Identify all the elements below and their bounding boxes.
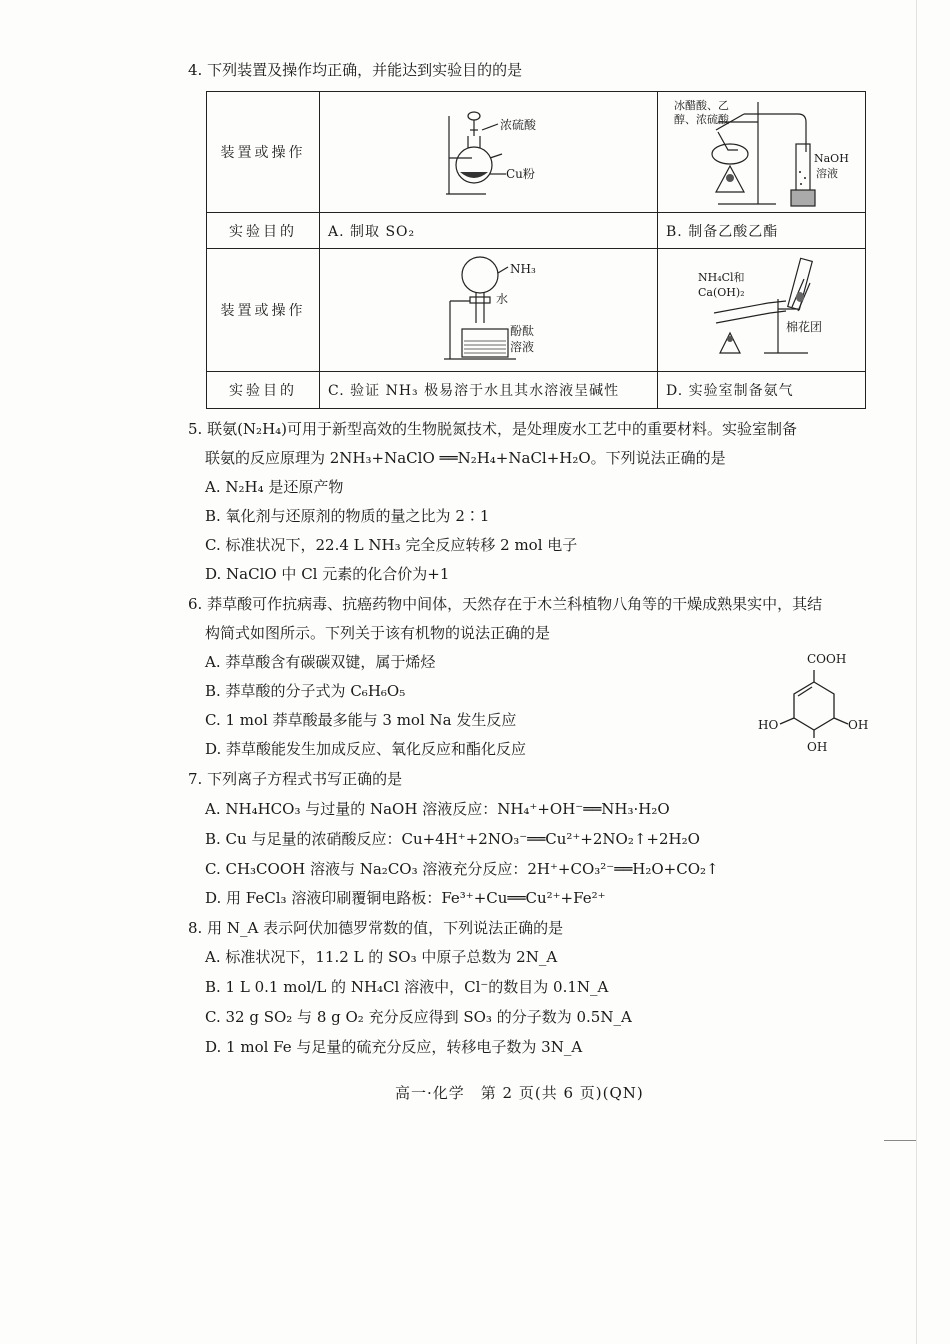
- row-label-apparatus-1: 装置或操作: [207, 92, 320, 213]
- q7-option-b: B. Cu 与足量的浓硝酸反应：Cu+4H⁺+2NO₃⁻══Cu²⁺+2NO₂↑+2H₂O: [205, 830, 700, 848]
- label-phenol-1: 酚酞: [510, 324, 535, 339]
- label-cotton: 棉花团: [786, 320, 823, 335]
- purpose-c: C. 验证 NH₃ 极易溶于水且其水溶液呈碱性: [320, 371, 658, 408]
- sulfuric-acid-flask-diagram: [320, 92, 657, 213]
- label-d-reagent-1: NH₄Cl和: [698, 271, 745, 285]
- label-phenol-2: 溶液: [510, 340, 535, 355]
- q8-option-b: B. 1 L 0.1 mol/L 的 NH₄Cl 溶液中，Cl⁻的数目为 0.1N_A: [205, 978, 609, 996]
- q8-option-d: D. 1 mol Fe 与足量的硫充分反应，转移电子数为 3N_A: [205, 1038, 583, 1056]
- ammonia-preparation-diagram: [658, 249, 867, 371]
- purpose-b: B. 制备乙酸乙酯: [658, 213, 866, 249]
- apparatus-a: [320, 92, 658, 213]
- q7-option-c: C. CH₃COOH 溶液与 Na₂CO₃ 溶液充分反应：2H⁺+CO₃²⁻══H₂O+CO₂↑: [205, 860, 719, 878]
- purpose-d: D. 实验室制备氨气: [658, 371, 866, 408]
- q5-stem-line1: 5. 联氨(N₂H₄)可用于新型高效的生物脱氮技术，是处理废水工艺中的重要材料。实验室制备: [188, 420, 798, 438]
- label-nh3: NH₃: [510, 262, 536, 277]
- q4-stem: 4. 下列装置及操作均正确，并能达到实验目的的是: [188, 61, 523, 79]
- q6-option-d: D. 莽草酸能发生加成反应、氧化反应和酯化反应: [205, 740, 527, 758]
- q6-option-a: A. 莽草酸含有碳碳双键，属于烯烃: [205, 653, 436, 671]
- apparatus-c: [320, 249, 658, 371]
- row-label-apparatus-2: 装置或操作: [207, 249, 320, 371]
- apparatus-d: [658, 249, 866, 371]
- label-conc-sulfuric: 浓硫酸: [500, 118, 537, 132]
- row-label-purpose-2: 实验目的: [207, 371, 320, 408]
- label-naoh-1: NaOH: [814, 152, 849, 165]
- label-water: 水: [496, 292, 509, 307]
- q8-option-c: C. 32 g SO₂ 与 8 g O₂ 充分反应得到 SO₃ 的分子数为 0.5N_A: [205, 1008, 632, 1026]
- q5-option-d: D. NaClO 中 Cl 元素的化合价为+1: [205, 565, 450, 583]
- fountain-experiment-diagram: [320, 249, 657, 371]
- mol-label-ho-left: HO: [758, 718, 779, 732]
- page-footer: 高一·化学 第 2 页(共 6 页)(QN): [395, 1084, 644, 1102]
- q5-option-a: A. N₂H₄ 是还原产物: [205, 478, 344, 496]
- q6-option-c: C. 1 mol 莽草酸最多能与 3 mol Na 发生反应: [205, 711, 517, 729]
- label-b-reagents-1: 冰醋酸、乙: [674, 99, 729, 112]
- q8-option-a: A. 标准状况下，11.2 L 的 SO₃ 中原子总数为 2N_A: [205, 948, 558, 966]
- q8-stem: 8. 用 N_A 表示阿伏加德罗常数的值，下列说法正确的是: [188, 919, 564, 937]
- q5-option-b: B. 氧化剂与还原剂的物质的量之比为 2∶1: [205, 507, 490, 525]
- scan-mark: [884, 1140, 916, 1141]
- mol-label-oh-right: OH: [848, 718, 869, 732]
- q5-option-c: C. 标准状况下，22.4 L NH₃ 完全反应转移 2 mol 电子: [205, 536, 578, 554]
- label-d-reagent-2: Ca(OH)₂: [698, 286, 745, 300]
- q7-option-a: A. NH₄HCO₃ 与过量的 NaOH 溶液反应：NH₄⁺+OH⁻══NH₃·H₂O: [205, 800, 670, 818]
- apparatus-b: [658, 92, 866, 213]
- q4-table: [206, 91, 866, 409]
- q6-stem-line2: 构简式如图所示。下列关于该有机物的说法正确的是: [205, 624, 551, 642]
- label-cu-powder: Cu粉: [506, 167, 535, 181]
- q6-stem-line1: 6. 莽草酸可作抗病毒、抗癌药物中间体，天然存在于木兰科植物八角等的干燥成熟果实中，其结: [188, 595, 823, 613]
- q7-option-d: D. 用 FeCl₃ 溶液印刷覆铜电路板：Fe³⁺+Cu══Cu²⁺+Fe²⁺: [205, 889, 606, 907]
- q5-stem-line2: 联氨的反应原理为 2NH₃+NaClO ══N₂H₄+NaCl+H₂O。下列说法正确的是: [205, 449, 726, 467]
- label-b-reagents-2: 醇、浓硫酸: [674, 113, 729, 126]
- q6-option-b: B. 莽草酸的分子式为 C₆H₆O₅: [205, 682, 406, 700]
- mol-label-cooh: COOH: [807, 652, 847, 666]
- shikimic-acid-structure: [752, 650, 872, 760]
- scan-edge: [916, 0, 917, 1344]
- q7-stem: 7. 下列离子方程式书写正确的是: [188, 770, 403, 788]
- purpose-a: A. 制取 SO₂: [320, 213, 658, 249]
- row-label-purpose-1: 实验目的: [207, 213, 320, 249]
- label-naoh-2: 溶液: [816, 167, 838, 180]
- mol-label-oh-bottom: OH: [807, 740, 828, 754]
